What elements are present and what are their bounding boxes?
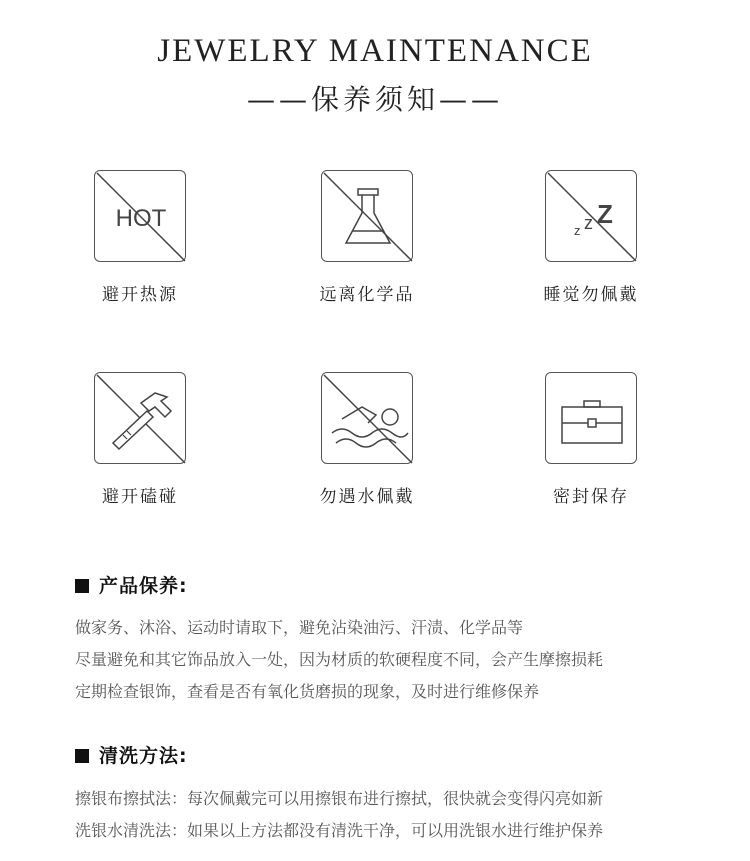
hot-icon (94, 170, 186, 262)
hammer-icon (94, 372, 186, 464)
page-subtitle: ——保养须知—— (246, 83, 503, 116)
sleep-zzz-icon (545, 170, 637, 262)
square-bullet-icon (75, 749, 89, 763)
svg-text:HOT: HOT (115, 205, 167, 232)
svg-text:z: z (574, 223, 581, 238)
care-line: 做家务、沐浴、运动时请取下，避免沾染油污、汗渍、化学品等 (75, 618, 524, 637)
section-title-cleaning: 清洗方法: (75, 741, 188, 768)
icon-card-heat (40, 170, 240, 305)
section-title-care: 产品保养: (75, 571, 188, 598)
icon-label-chemical: 远离化学品 (319, 285, 415, 305)
toolbox-icon (545, 372, 637, 464)
cleaning-line: 擦银布擦拭法：每次佩戴完可以用擦银布进行擦拭，很快就会变得闪亮如新 (75, 789, 604, 808)
icon-card-knock (40, 372, 240, 507)
cleaning-line: 洗银水清洗法：如果以上方法都没有清洗干净，可以用洗银水进行维护保养 (75, 821, 604, 840)
icon-label-sleep: 睡觉勿佩戴 (543, 285, 639, 305)
care-line: 尽量避免和其它饰品放入一处，因为材质的软硬程度不同，会产生摩擦损耗 (75, 650, 604, 669)
icon-label-heat: 避开热源 (102, 285, 178, 305)
icon-card-sleep (491, 170, 691, 305)
chemical-flask-icon (321, 170, 413, 262)
icon-card-water (267, 372, 467, 507)
care-line: 定期检查银饰，查看是否有氧化货磨损的现象，及时进行维修保养 (75, 682, 540, 701)
icon-label-knock: 避开磕碰 (102, 487, 178, 507)
icon-card-chemical (267, 170, 467, 305)
icon-label-water: 勿遇水佩戴 (319, 487, 415, 507)
svg-text:Z: Z (597, 199, 613, 229)
square-bullet-icon (75, 579, 89, 593)
svg-text:z: z (584, 213, 593, 233)
icon-label-storage: 密封保存 (553, 487, 629, 507)
page-title: JEWELRY MAINTENANCE (157, 33, 593, 69)
icon-card-storage (491, 372, 691, 507)
swimming-icon (321, 372, 413, 464)
